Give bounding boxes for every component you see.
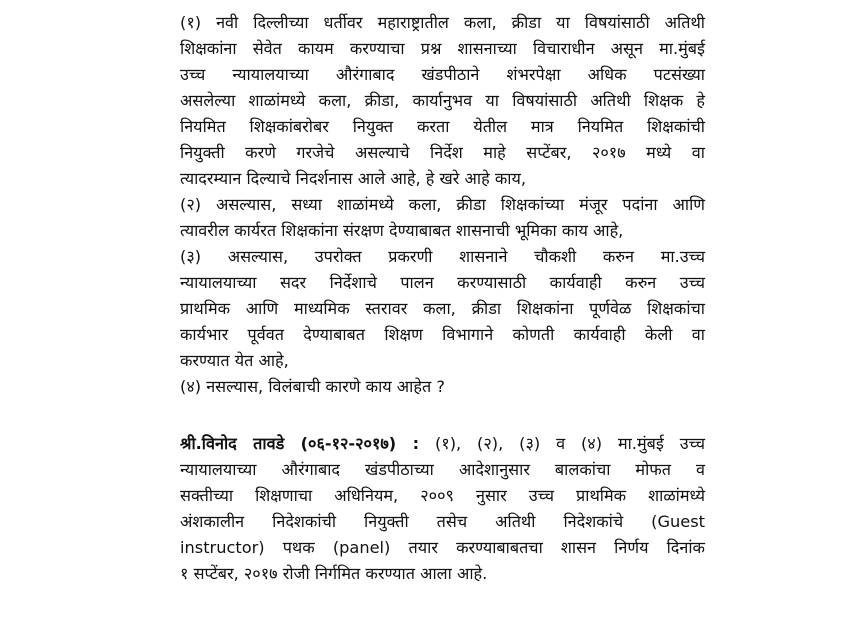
answer-line-3: सक्तीच्या शिक्षणाचा अधिनियम, २००९ नुसार उच्च प्राथमिक शाळांमध्ये bbox=[180, 486, 705, 505]
answer-speaker: श्री.विनोद तावडे (०६-१२-२०१७) : bbox=[180, 434, 420, 453]
question-line-9: त्यावरील कार्यरत शिक्षकांना संरक्षण देण्याबाबत शासनाची भूमिका काय आहे, bbox=[180, 221, 624, 240]
answer-line-6: १ सप्टेंबर, २०१७ रोजी निर्गमित करण्यात आला आहे. bbox=[180, 564, 488, 583]
answer-line-2: न्यायालयाच्या औरंगाबाद खंडपीठाच्या आदेशानुसार बालकांचा मोफत व bbox=[180, 460, 705, 479]
question-line-15: (४) नसल्यास, विलंबाची कारणे काय आहेत ? bbox=[180, 377, 445, 396]
question-line-7: त्यादरम्यान दिल्याचे निदर्शनास आले आहे, हे खरे आहे काय, bbox=[180, 169, 526, 188]
question-line-8: (२) असल्यास, सध्या शाळांमध्ये कला, क्रीडा शिक्षकांच्या मंजूर पदांना आणि bbox=[180, 195, 705, 214]
question-line-3: उच्च न्यायालयाच्या औरंगाबाद खंडपीठाने शंभरपेक्षा अधिक पटसंख्या bbox=[180, 65, 705, 84]
answer-line-4: अंशकालीन निदेशकांची नियुक्ती तसेच अतिथी निदेशकांचे (Guest bbox=[180, 512, 705, 531]
question-line-6: नियुक्ती करणे गरजेचे असल्याचे निर्देश माहे सप्टेंबर, २०१७ मध्ये वा bbox=[180, 143, 705, 162]
question-line-1: (१) नवी दिल्लीच्या धर्तीवर महाराष्ट्रातील कला, क्रीडा या विषयांसाठी अतिथी bbox=[180, 13, 705, 32]
question-line-10: (३) असल्यास, उपरोक्त प्रकरणी शासनाने चौकशी करुन मा.उच्च bbox=[180, 247, 705, 266]
question-line-14: करण्यात येत आहे, bbox=[180, 351, 289, 370]
question-line-2: शिक्षकांना सेवेत कायम करण्याचा प्रश्न शासनाच्या विचाराधीन असून मा.मुंबई bbox=[180, 39, 705, 58]
document-page bbox=[180, 10, 705, 587]
question-line-12: प्राथमिक आणि माध्यमिक स्तरावर कला, क्रीडा शिक्षकांना पूर्णवेळ शिक्षकांचा bbox=[180, 299, 705, 318]
question-line-11: न्यायालयाच्या सदर निर्देशाचे पालन करण्यासाठी कार्यवाही करुन उच्च bbox=[180, 273, 705, 292]
answer-line-1-text: (१), (२), (३) व (४) मा.मुंबई उच्च bbox=[419, 434, 705, 453]
answer-block bbox=[180, 431, 705, 587]
question-line-4: असलेल्या शाळांमध्ये कला, क्रीडा, कार्यानुभव या विषयांसाठी अतिथी शिक्षक हे bbox=[180, 91, 705, 110]
question-line-5: नियमित शिक्षकांबरोबर नियुक्त करता येतील मात्र नियमित शिक्षकांची bbox=[180, 117, 705, 136]
question-block bbox=[180, 10, 705, 400]
paragraph-gap bbox=[180, 400, 705, 431]
answer-line-5: instructor) पथक (panel) तयार करण्याबाबतचा शासन निर्णय दिनांक bbox=[180, 538, 705, 557]
answer-line-1 bbox=[180, 431, 705, 457]
question-line-13: कार्यभार पूर्ववत देण्याबाबत शिक्षण विभागाने कोणती कार्यवाही केली वा bbox=[180, 325, 705, 344]
